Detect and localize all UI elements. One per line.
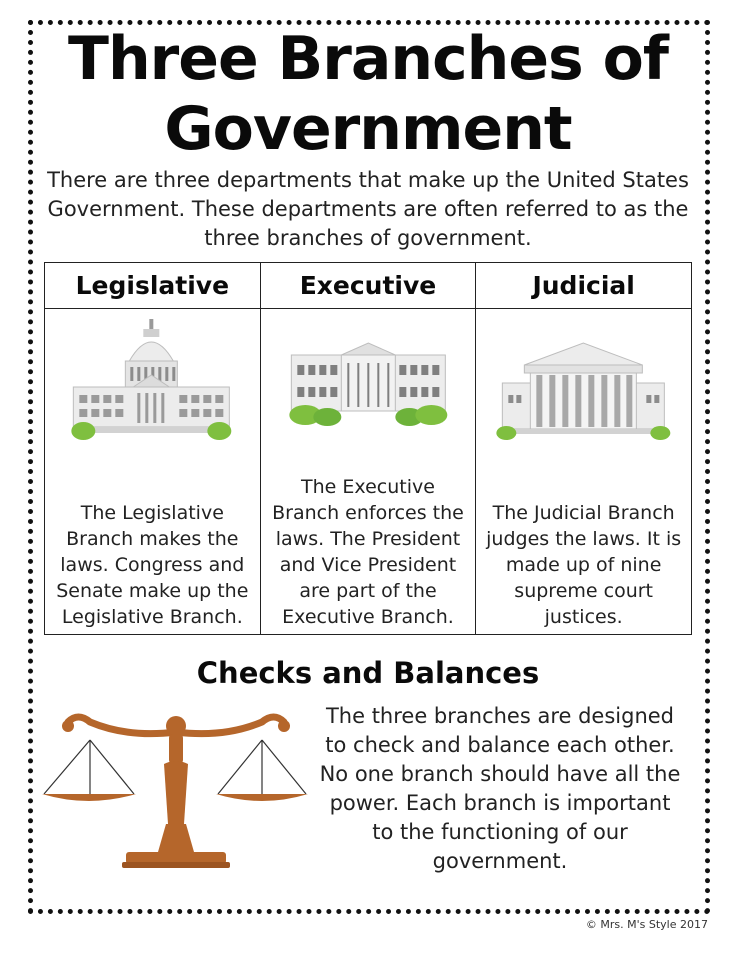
checks-and-balances-text: The three branches are designed to check and balance each other. No one branch should have all the power. Each branch is important to the functioning of our government.: [319, 704, 681, 873]
capitol-building-icon: [45, 309, 260, 449]
balance-scale-icon: [38, 704, 314, 876]
legislative-cell: [45, 309, 261, 635]
branches-header-row: [45, 263, 692, 309]
intro-paragraph: There are three departments that make up the United States Government. These departments are often referred to as the three branches of government.: [47, 168, 689, 250]
judicial-cell: [476, 309, 692, 635]
header-executive: Executive: [260, 263, 476, 309]
legislative-description: The Legislative Branch makes the laws. Congress and Senate make up the Legislative Branch.: [56, 502, 249, 628]
copyright-footer: © Mrs. M's Style 2017: [585, 918, 708, 931]
executive-cell: [260, 309, 476, 635]
title-line-2: Government: [164, 94, 572, 164]
header-judicial: Judicial: [476, 263, 692, 309]
title-line-1: Three Branches of: [68, 24, 668, 94]
executive-description: The Executive Branch enforces the laws. The President and Vice President are part of the Executive Branch.: [272, 476, 464, 628]
header-legislative: Legislative: [45, 263, 261, 309]
checks-and-balances-heading: Checks and Balances: [196, 656, 540, 690]
judicial-description: The Judicial Branch judges the laws. It is made up of nine supreme court justices.: [486, 502, 682, 628]
branches-table: [44, 262, 692, 635]
branches-body-row: [45, 309, 692, 635]
supreme-court-icon: [476, 309, 691, 449]
white-house-icon: [261, 309, 476, 449]
page-title: [0, 24, 736, 164]
